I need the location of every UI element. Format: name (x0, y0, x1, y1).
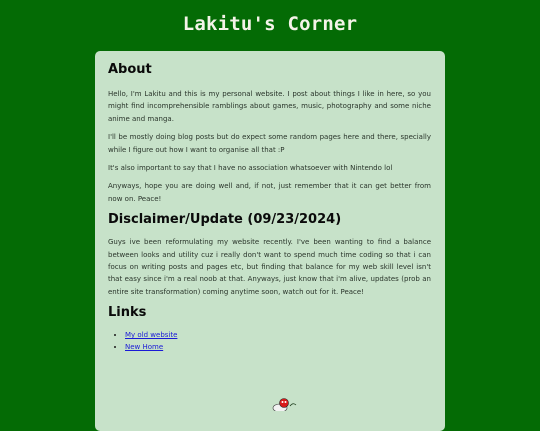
about-paragraph: It's also important to say that I have no association whatsoever with Nintendo lol (108, 164, 393, 173)
about-paragraph: I'll be mostly doing blog posts but do expect some random pages here and there, specially while I figure out how I want to organise all that :P (108, 133, 431, 154)
links-list-item (125, 341, 431, 353)
about-paragraph: Hello, I'm Lakitu and this is my personal website. I post about things I like in here, so you might find incomprehensible ramblings about games, music, photography and some niche anime and manga. (108, 90, 431, 123)
content-card (95, 51, 445, 431)
old-website-link[interactable]: My old website (125, 331, 178, 340)
links-list-item (125, 329, 431, 341)
lakitu-cloud-icon (272, 396, 306, 410)
site-title: Lakitu's Corner (182, 13, 358, 35)
about-paragraph: Anyways, hope you are doing well and, if not, just remember that it can get better from now on. Peace! (108, 182, 431, 203)
disclaimer-paragraph: Guys ive been reformulating my website recently. I've been wanting to find a balance between looks and utility cuz i really don't want to spend much time coding so that i can focus on writing posts and pages etc, but finding that balance for my web skill level isn't that easy since i'm a real noob at that. Anyways, just know that i'm alive, updates (prob an entire site transformation) coming anytime soon, watch out for it. Peace! (108, 238, 431, 296)
about-heading: About (108, 62, 152, 77)
disclaimer-heading: Disclaimer/Update (09/23/2024) (108, 212, 342, 228)
links-list (108, 329, 431, 353)
links-heading: Links (108, 305, 147, 321)
new-home-link[interactable]: New Home (125, 343, 164, 352)
